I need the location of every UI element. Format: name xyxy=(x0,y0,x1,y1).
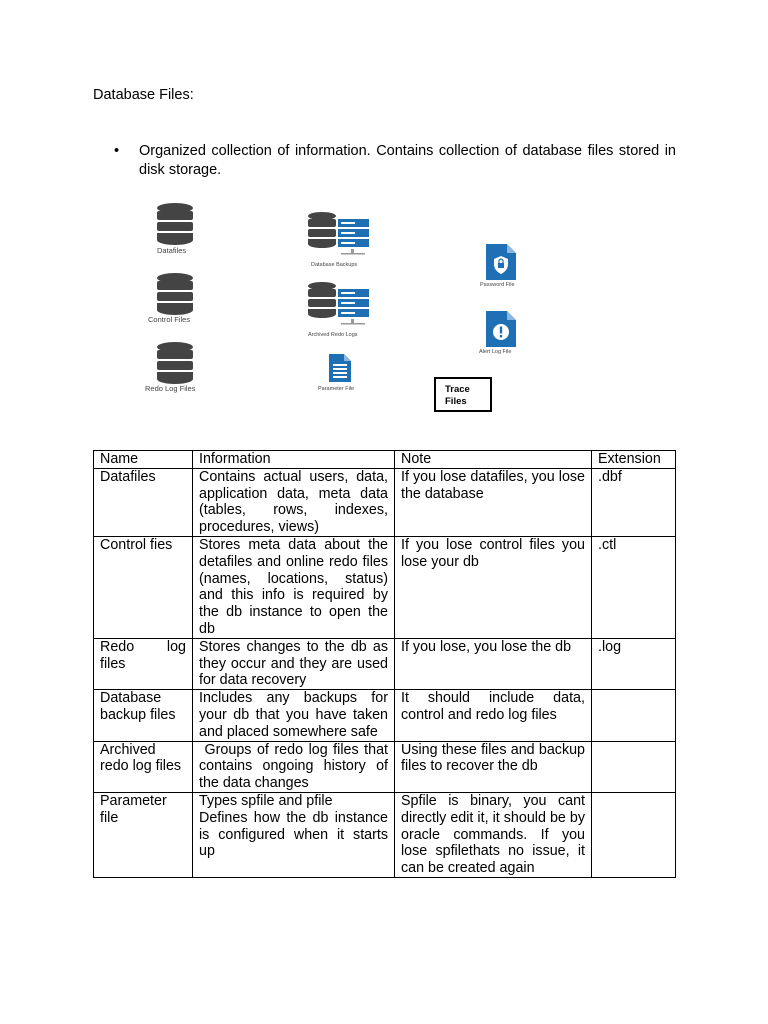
header-information: Information xyxy=(193,451,395,469)
table-row xyxy=(94,536,676,638)
cell-ext xyxy=(592,741,676,792)
bullet-icon: • xyxy=(114,143,120,159)
database-backups-label: Database Backups xyxy=(311,262,358,268)
cell-ext: .dbf xyxy=(592,468,676,536)
cell-ext xyxy=(592,792,676,877)
archived-redo-logs-label: Archived Redo Logs xyxy=(308,332,358,338)
datafiles-label: Datafiles xyxy=(157,246,187,255)
cell-note: If you lose datafiles, you lose the database xyxy=(395,468,592,536)
cell-note: Spfile is binary, you cant directly edit it, it should be by oracle commands. If you lose spfilethats no issue, it can be created again xyxy=(395,792,592,877)
parameter-file-label: Parameter File xyxy=(318,386,355,392)
table-row xyxy=(94,468,676,536)
cell-name: Redo log files xyxy=(94,638,193,689)
datafiles-cylinder-icon xyxy=(155,202,195,251)
control-files-label: Control Files xyxy=(148,315,191,324)
cell-ext: .ctl xyxy=(592,536,676,638)
redo-log-files-label: Redo Log Files xyxy=(145,384,196,393)
cell-name: Control fies xyxy=(94,536,193,638)
table-row xyxy=(94,638,676,689)
cell-note: If you lose control files you lose your db xyxy=(395,536,592,638)
table-header-row xyxy=(94,451,676,469)
database-backups-icon xyxy=(307,211,371,262)
bullet-item xyxy=(114,142,676,180)
cell-info: Includes any backups for your db that you have taken and placed somewhere safe xyxy=(193,690,395,741)
cell-info: Stores changes to the db as they occur and they are used for data recovery xyxy=(193,638,395,689)
database-files-table xyxy=(93,450,676,878)
alert-log-file-label: Alert Log File xyxy=(479,349,512,355)
database-files-diagram xyxy=(140,196,540,426)
control-files-cylinder-icon xyxy=(155,272,195,321)
header-note: Note xyxy=(395,451,592,469)
cell-info xyxy=(193,792,395,877)
table-row xyxy=(94,741,676,792)
password-file-icon xyxy=(485,243,517,286)
cell-info-line2: Defines how the db instance is configured when it starts up xyxy=(199,809,388,860)
table-row xyxy=(94,690,676,741)
header-name: Name xyxy=(94,451,193,469)
header-extension: Extension xyxy=(592,451,676,469)
cell-note: Using these files and backup files to recover the db xyxy=(395,741,592,792)
cell-info-line1: Types spfile and pfile xyxy=(199,792,333,809)
parameter-file-icon xyxy=(328,353,352,388)
page-heading: Database Files: xyxy=(93,87,194,103)
cell-ext xyxy=(592,690,676,741)
cell-note: If you lose, you lose the db xyxy=(395,638,592,689)
cell-name: Datafiles xyxy=(94,468,193,536)
trace-files-box xyxy=(434,377,492,412)
trace-files-line1: Trace xyxy=(445,384,470,395)
redo-log-files-cylinder-icon xyxy=(155,341,195,390)
alert-log-file-icon xyxy=(485,310,517,353)
archived-redo-logs-icon xyxy=(307,281,371,332)
cell-ext: .log xyxy=(592,638,676,689)
trace-files-line2: Files xyxy=(445,396,467,407)
cell-info: Groups of redo log files that contains ongoing history of the data changes xyxy=(193,741,395,792)
cell-note: It should include data, control and redo log files xyxy=(395,690,592,741)
table-row xyxy=(94,792,676,877)
bullet-text: Organized collection of information. Contains collection of database files stored in disk storage. xyxy=(139,143,676,178)
cell-name: Archived redo log files xyxy=(94,741,193,792)
password-file-label: Password File xyxy=(480,282,515,288)
cell-info: Contains actual users, data, application data, meta data (tables, rows, indexes, procedures, views) xyxy=(193,468,395,536)
cell-name: Parameter file xyxy=(94,792,193,877)
cell-info: Stores meta data about the detafiles and online redo files (names, locations, status) and this info is required by the db instance to open the db xyxy=(193,536,395,638)
cell-name: Database backup files xyxy=(94,690,193,741)
